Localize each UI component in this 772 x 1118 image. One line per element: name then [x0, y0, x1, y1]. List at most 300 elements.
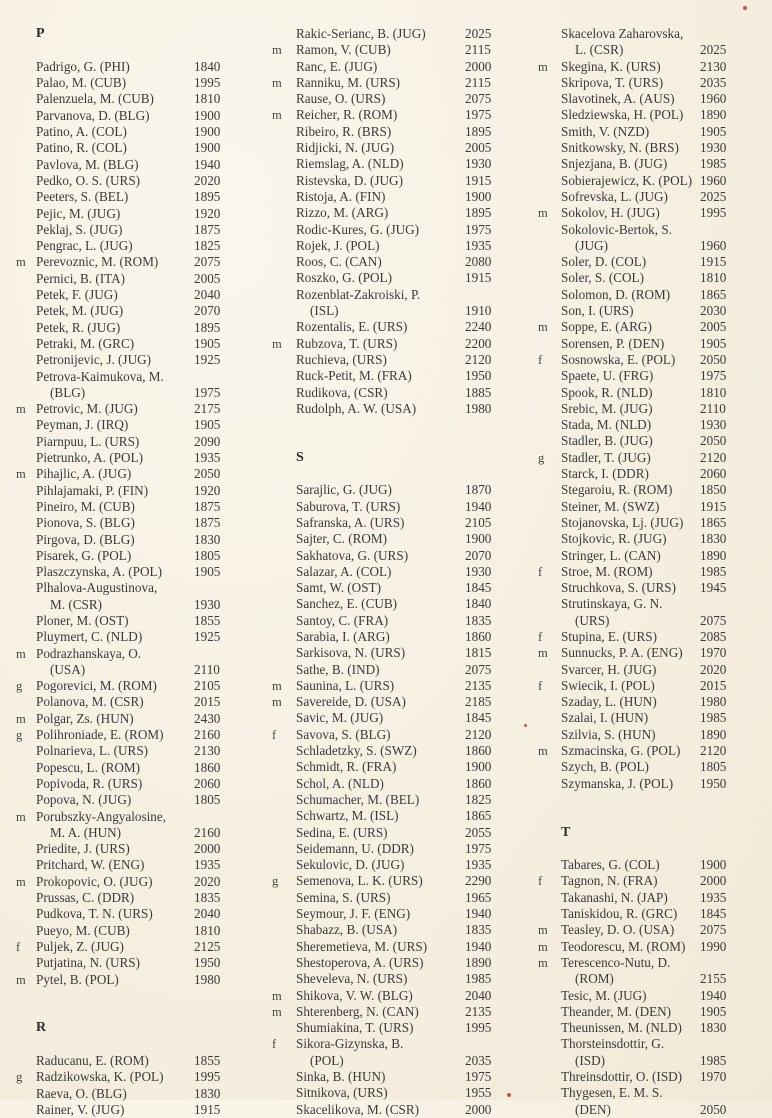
player-rating: 1975 [465, 221, 492, 237]
player-entry [0, 271, 250, 287]
player-name: Rubzova, T. (URS) [296, 335, 398, 351]
player-name: Son, I. (URS) [561, 303, 634, 319]
player-rating: 1940 [465, 906, 492, 922]
player-name: Radzikowska, K. (POL) [36, 1069, 164, 1085]
player-name: Petraki, M. (GRC) [36, 335, 135, 351]
player-rating: 1930 [194, 596, 221, 612]
player-rating: 1955 [465, 1085, 492, 1101]
player-rating: 1915 [465, 172, 492, 188]
title-mark: f [538, 564, 543, 579]
player-rating: 1905 [194, 564, 221, 580]
player-rating: 2050 [700, 433, 727, 449]
player-rating: 2110 [700, 400, 726, 416]
player-entry-continuation [0, 662, 250, 678]
player-rating: 2115 [465, 74, 491, 90]
player-entry [0, 923, 250, 939]
player-rating: 2120 [700, 743, 727, 759]
player-rating: 1835 [465, 922, 492, 938]
player-entry [510, 107, 772, 123]
title-mark: m [272, 108, 282, 123]
player-name: Pengrac, L. (JUG) [36, 238, 133, 254]
player-name: Stroe, M. (ROM) [561, 563, 653, 579]
player-rating: 1855 [194, 1053, 221, 1068]
player-name: Pavlova, M. (BLG) [36, 156, 139, 172]
player-entry [510, 629, 772, 645]
player-name: Sitnikova, (URS) [296, 1085, 388, 1101]
player-name: Tesic, M. (JUG) [561, 987, 647, 1003]
player-entry [250, 971, 510, 987]
player-entry-continuation [0, 825, 250, 841]
title-mark: f [272, 1037, 277, 1052]
player-entry [250, 401, 510, 417]
player-name: Tagnon, N. (FRA) [561, 873, 658, 889]
player-name: Peyman, J. (IRQ) [36, 417, 129, 433]
player-name: Swiecik, I. (POL) [561, 677, 655, 693]
player-rating: 1910 [465, 303, 492, 319]
player-rating: 1845 [700, 906, 727, 922]
player-rating: 1825 [194, 238, 221, 254]
player-name: Pogorevici, M. (ROM) [36, 678, 157, 694]
title-mark: m [16, 646, 26, 661]
player-entry [250, 890, 510, 906]
player-name: Petek, F. (JUG) [36, 287, 118, 303]
player-rating: 2035 [465, 1052, 492, 1068]
player-name: Sarkisova, N. (URS) [296, 645, 406, 661]
player-entry [0, 841, 250, 857]
player-name: Pejic, M. (JUG) [36, 205, 121, 221]
title-mark: m [538, 955, 548, 970]
player-rating: 2125 [194, 938, 221, 954]
player-name: Schmidt, R. (FRA) [296, 759, 397, 775]
player-entry [510, 75, 772, 91]
player-rating: 1950 [194, 955, 221, 971]
player-entry [510, 482, 772, 498]
player-rating: 1930 [700, 140, 727, 156]
player-name: Shikova, V. W. (BLG) [296, 987, 413, 1003]
player-entry [0, 972, 250, 988]
player-name: Shabazz, B. (USA) [296, 922, 398, 938]
player-entry [510, 531, 772, 547]
title-mark: m [538, 923, 548, 938]
title-mark: m [16, 874, 26, 889]
player-name: Sunnucks, P. A. (ENG) [561, 645, 683, 661]
player-name: (ISL) [310, 303, 339, 319]
player-name: Safranska, A. (URS) [296, 514, 405, 530]
player-entry [250, 694, 510, 710]
player-rating: 2005 [700, 319, 727, 335]
player-entry [250, 238, 510, 254]
player-entry [510, 385, 772, 401]
player-name: Sofrevska, L. (JUG) [561, 188, 668, 204]
section-letter: R [36, 1020, 47, 1036]
player-name: Shterenberg, N. (CAN) [296, 1003, 419, 1019]
player-name: Rainer, V. (JUG) [36, 1101, 125, 1117]
player-rating: 2135 [465, 1003, 492, 1019]
player-name: Sathe, B. (IND) [296, 661, 380, 677]
player-entry [510, 466, 772, 482]
player-rating: 1815 [465, 645, 492, 661]
title-mark: g [272, 874, 279, 889]
player-entry [0, 108, 250, 124]
title-mark: m [16, 972, 26, 987]
player-entry [510, 124, 772, 140]
player-entry [250, 759, 510, 775]
player-name: Slavotinek, A. (AUS) [561, 91, 675, 107]
player-name: Savereide, D. (USA) [296, 694, 406, 710]
player-entry [250, 156, 510, 172]
player-name: Sedina, E. (URS) [296, 824, 388, 840]
player-rating: 2160 [194, 727, 221, 743]
player-name: Pytel, B. (POL) [36, 971, 119, 987]
player-entry [0, 401, 250, 417]
player-name: M. A. (HUN) [50, 824, 122, 840]
spacer [0, 1037, 250, 1053]
column-2 [250, 26, 510, 1118]
player-rating: 1895 [465, 123, 492, 139]
title-mark: m [272, 1004, 282, 1019]
column-3 [510, 26, 772, 1118]
player-name: (JUG) [575, 237, 608, 253]
player-entry [510, 955, 772, 971]
player-name: (BLG) [50, 384, 86, 400]
player-entry [250, 75, 510, 91]
player-entry [0, 743, 250, 759]
player-name: Petronijevic, J. (JUG) [36, 352, 152, 368]
player-rating: 2020 [194, 172, 221, 188]
player-entry [0, 955, 250, 971]
title-mark: m [272, 678, 282, 693]
player-entry [250, 710, 510, 726]
player-entry [250, 515, 510, 531]
player-rating: 1890 [700, 107, 727, 123]
player-entry [250, 955, 510, 971]
player-rating: 1995 [700, 205, 727, 221]
player-name: Pionova, S. (BLG) [36, 515, 135, 531]
player-rating: 1870 [465, 482, 492, 498]
player-entry [0, 1102, 250, 1118]
player-entry [250, 26, 510, 42]
player-rating: 1810 [194, 91, 221, 107]
player-name: Savic, M. (JUG) [296, 710, 384, 726]
player-entry [510, 694, 772, 710]
section-letter-heading [0, 1020, 250, 1036]
player-entry [510, 727, 772, 743]
player-rating: 1960 [700, 237, 727, 253]
player-entry [250, 1020, 510, 1036]
player-name: Rozentalis, E. (URS) [296, 319, 408, 335]
player-name: Pritchard, W. (ENG) [36, 857, 145, 873]
player-name: Tabares, G. (COL) [561, 857, 660, 873]
title-mark: m [16, 809, 26, 824]
player-entry [510, 776, 772, 792]
player-rating: 2135 [465, 677, 492, 693]
player-rating: 1830 [194, 531, 221, 547]
player-entry [510, 352, 772, 368]
player-name: Schol, A. (NLD) [296, 775, 384, 791]
player-rating: 2110 [194, 661, 220, 677]
player-rating: 1890 [465, 954, 492, 970]
player-rating: 2015 [700, 677, 727, 693]
player-name: Samt, W. (OST) [296, 580, 381, 596]
player-rating: 1995 [194, 75, 221, 91]
player-name: Roos, C. (CAN) [296, 254, 382, 270]
player-entry-continuation [510, 1102, 772, 1118]
player-entry [0, 857, 250, 873]
player-entry [510, 336, 772, 352]
title-mark: m [538, 939, 548, 954]
player-entry [250, 596, 510, 612]
spacer [250, 466, 510, 482]
player-name: Ramon, V. (CUB) [296, 42, 391, 58]
player-name: Raeva, O. (BLG) [36, 1085, 127, 1101]
player-name: (URS) [575, 612, 610, 628]
player-entry [510, 515, 772, 531]
player-entry [250, 613, 510, 629]
player-rating: 1900 [700, 857, 727, 873]
player-name: Rozenblat-Zakroiski, P. [296, 286, 421, 302]
player-rating: 1990 [700, 938, 727, 954]
player-rating: 2060 [194, 775, 221, 791]
player-name: Ristoja, A. (FIN) [296, 188, 386, 204]
player-name: Szych, B. (POL) [561, 759, 649, 775]
player-entry [510, 156, 772, 172]
player-entry [0, 303, 250, 319]
player-rating: 2060 [700, 466, 727, 482]
player-entry [250, 1102, 510, 1118]
player-entry [0, 1069, 250, 1085]
spacer [510, 808, 772, 824]
player-rating: 2200 [465, 335, 492, 351]
player-name: Teasley, D. O. (USA) [561, 922, 675, 938]
player-rating: 2075 [465, 661, 492, 677]
player-name: Peklaj, S. (JUG) [36, 221, 123, 237]
player-entry [0, 646, 250, 662]
player-entry [0, 874, 250, 890]
section-letter: P [36, 26, 45, 42]
player-entry [510, 450, 772, 466]
player-name: Pineiro, M. (CUB) [36, 498, 135, 514]
player-rating: 1915 [700, 254, 727, 270]
player-rating: 1830 [700, 531, 727, 547]
player-entry [0, 173, 250, 189]
player-entry [0, 499, 250, 515]
player-entry [0, 1086, 250, 1102]
player-entry [510, 564, 772, 580]
player-name: (ROM) [575, 971, 614, 987]
player-rating: 1810 [700, 270, 727, 286]
player-entry-continuation [0, 385, 250, 401]
player-rating: 1885 [465, 384, 492, 400]
player-name: Terescenco-Nutu, D. [561, 954, 671, 970]
player-entry [250, 841, 510, 857]
ink-speck [743, 6, 747, 10]
player-entry [250, 857, 510, 873]
player-entry [510, 222, 772, 238]
player-name: Popivoda, R. (URS) [36, 775, 143, 791]
player-entry [0, 157, 250, 173]
player-rating: 2000 [465, 58, 492, 74]
player-name: Sledziewska, H. (POL) [561, 107, 684, 123]
player-name: Shumiakina, T. (URS) [296, 1020, 414, 1036]
player-entry [0, 417, 250, 433]
player-entry [250, 42, 510, 58]
player-name: Plhalova-Augustinova, [36, 580, 158, 596]
player-rating: 1985 [700, 710, 727, 726]
title-mark: m [16, 255, 26, 270]
player-rating: 1900 [465, 531, 492, 547]
player-name: Sarajlic, G. (JUG) [296, 482, 392, 498]
player-rating: 1840 [465, 596, 492, 612]
player-name: Polihroniade, E. (ROM) [36, 727, 164, 743]
player-rating: 1930 [700, 417, 727, 433]
player-rating: 2070 [465, 547, 492, 563]
player-entry [510, 1085, 772, 1101]
player-entry [0, 254, 250, 270]
player-entry [510, 678, 772, 694]
player-entry [0, 75, 250, 91]
player-entry [510, 759, 772, 775]
player-entry [250, 531, 510, 547]
player-name: Rodic-Kures, G. (JUG) [296, 221, 420, 237]
player-name: Sheveleva, N. (URS) [296, 971, 408, 987]
player-name: Pisarek, G. (POL) [36, 547, 132, 563]
player-entry [0, 678, 250, 694]
player-rating: 1950 [700, 775, 727, 791]
title-mark: g [16, 1070, 23, 1085]
player-rating: 1935 [700, 889, 727, 905]
player-rating: 2290 [465, 873, 492, 889]
player-name: Sheremetieva, M. (URS) [296, 938, 428, 954]
player-rating: 2075 [194, 254, 221, 270]
player-entry [250, 499, 510, 515]
player-name: Seymour, J. F. (ENG) [296, 906, 411, 922]
player-entry [250, 1069, 510, 1085]
player-entry [0, 124, 250, 140]
player-name: Ristevska, D. (JUG) [296, 172, 403, 188]
player-name: Rizzo, M. (ARG) [296, 205, 389, 221]
player-rating: 1875 [194, 498, 221, 514]
player-entry [0, 434, 250, 450]
player-entry [250, 939, 510, 955]
player-name: Prussas, C. (DDR) [36, 890, 135, 906]
player-rating: 1835 [465, 612, 492, 628]
player-name: Petrova-Kaimukova, M. [36, 368, 164, 384]
player-name: Polanova, M. (CSR) [36, 694, 144, 710]
player-entry [0, 287, 250, 303]
player-name: Sinka, B. (HUN) [296, 1069, 386, 1084]
player-entry [0, 939, 250, 955]
player-rating: 2105 [194, 678, 221, 694]
player-name: Palao, M. (CUB) [36, 75, 127, 91]
player-name: Roszko, G. (POL) [296, 270, 392, 286]
player-name: Struchkova, S. (URS) [561, 580, 677, 596]
player-entry [250, 368, 510, 384]
player-name: Seidemann, U. (DDR) [296, 840, 414, 856]
title-mark: m [538, 59, 548, 74]
player-entry [0, 890, 250, 906]
section-letter-heading [0, 26, 250, 42]
player-rating: 2035 [700, 74, 727, 90]
player-name: Ranc, E. (JUG) [296, 58, 378, 74]
player-entry [250, 107, 510, 123]
player-name: Padrigo, G. (PHI) [36, 58, 130, 74]
player-rating: 1985 [465, 971, 492, 987]
player-entry [0, 613, 250, 629]
player-name: Popova, N. (JUG) [36, 792, 132, 808]
player-name: Reicher, R. (ROM) [296, 107, 398, 123]
player-name: Patino, R. (COL) [36, 140, 127, 156]
player-rating: 1985 [700, 563, 727, 579]
player-entry [0, 792, 250, 808]
player-entry-continuation [250, 1053, 510, 1069]
title-mark: f [16, 939, 21, 954]
player-name: Soler, S. (COL) [561, 270, 644, 286]
title-mark: m [538, 320, 548, 335]
player-name: Sokolovic-Bertok, S. [561, 221, 672, 237]
player-name: (DEN) [575, 1101, 611, 1117]
player-entry [0, 532, 250, 548]
player-name: Podrazhanskaya, O. [36, 645, 142, 661]
section-letter: S [296, 449, 304, 465]
player-entry [510, 303, 772, 319]
player-entry [510, 401, 772, 417]
player-rating: 2080 [465, 254, 492, 270]
player-name: Popescu, L. (ROM) [36, 759, 141, 775]
player-rating: 1905 [700, 1003, 727, 1019]
player-entry [0, 483, 250, 499]
title-mark: f [538, 352, 543, 367]
player-rating: 1895 [465, 205, 492, 221]
player-entry [250, 678, 510, 694]
player-entry [250, 189, 510, 205]
player-name: Semina, S. (URS) [296, 889, 391, 905]
player-name: Prokopovic, O. (JUG) [36, 873, 153, 889]
player-name: Santoy, C. (FRA) [296, 612, 389, 628]
player-name: Skegina, K. (URS) [561, 58, 661, 74]
player-rating: 1935 [465, 237, 492, 253]
player-entry [510, 287, 772, 303]
player-rating: 2085 [700, 628, 727, 644]
player-name: Szalai, I. (HUN) [561, 710, 649, 726]
title-mark: m [272, 336, 282, 351]
player-name: Teodorescu, M. (ROM) [561, 938, 686, 954]
player-rating: 1825 [465, 791, 492, 807]
player-name: Ranniku, M. (URS) [296, 74, 401, 90]
player-name: Piarnpuu, L. (URS) [36, 433, 140, 449]
player-name: Spaete, U. (FRG) [561, 368, 654, 384]
player-entry [510, 857, 772, 873]
player-rating: 1835 [194, 890, 221, 906]
player-rating: 1900 [465, 188, 492, 204]
player-entry [250, 792, 510, 808]
player-name: Skacelikova, M. (CSR) [296, 1101, 420, 1117]
player-entry [250, 270, 510, 286]
player-rating: 2075 [465, 91, 492, 107]
player-entry [510, 988, 772, 1004]
player-name: Plaszczynska, A. (POL) [36, 564, 162, 580]
player-rating: 2025 [700, 188, 727, 204]
player-rating: 2105 [465, 514, 492, 530]
player-rating: 1935 [194, 450, 221, 466]
player-rating: 1900 [194, 140, 221, 156]
player-rating: 2185 [465, 694, 492, 710]
player-rating: 1915 [465, 270, 492, 286]
player-rating: 2120 [700, 449, 727, 465]
player-entry [510, 368, 772, 384]
player-rating: 1960 [700, 172, 727, 188]
player-entry [0, 222, 250, 238]
player-entry [510, 1069, 772, 1085]
